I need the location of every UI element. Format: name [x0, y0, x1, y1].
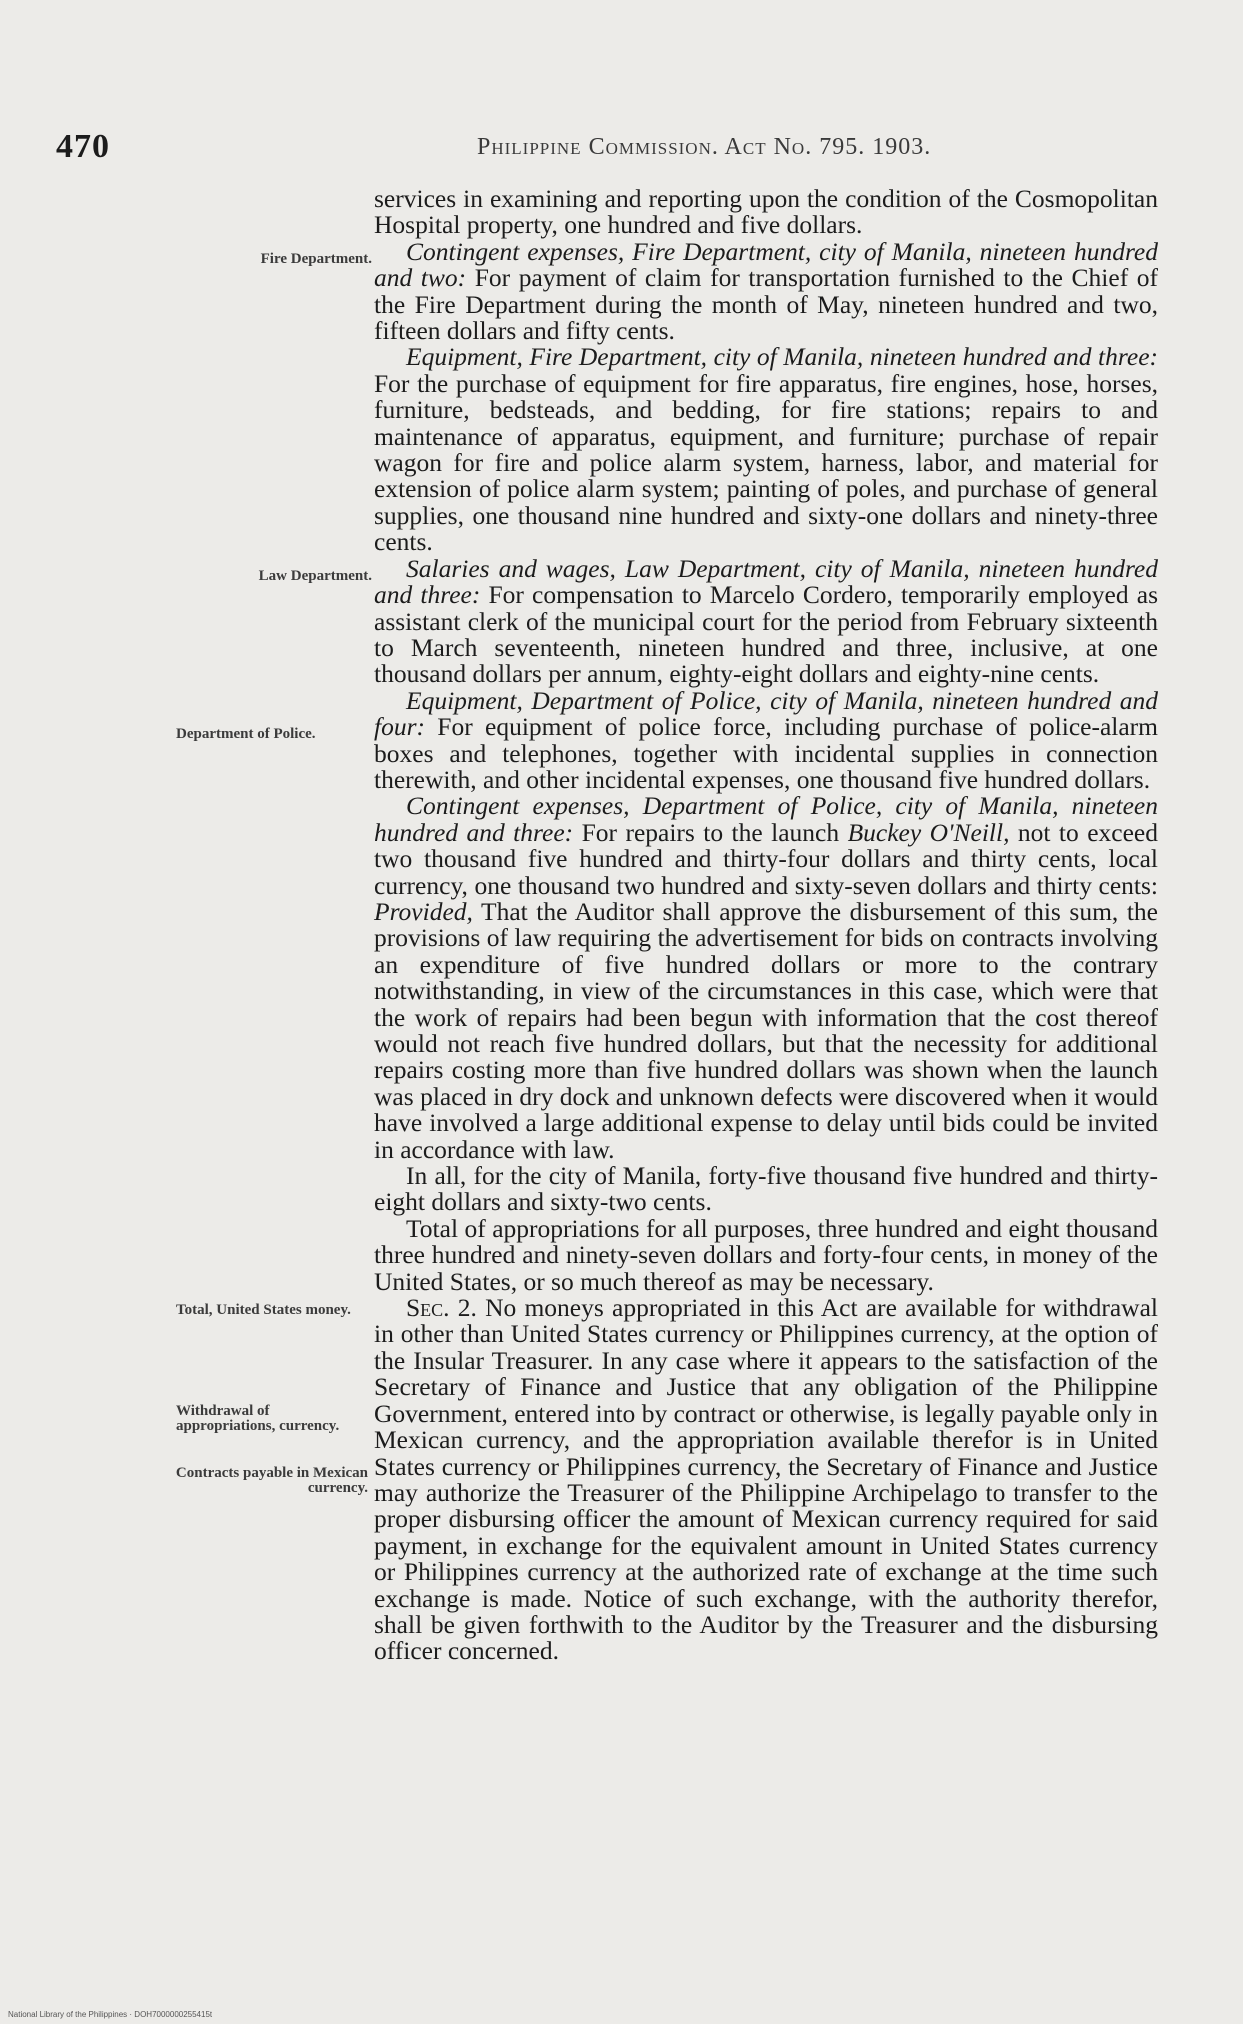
paragraph	[374, 793, 1158, 1163]
margin-note-department-police: Department of Police.	[176, 726, 316, 742]
paragraph-text: services in examining and reporting upon the condition of the Cosmopolitan Hospital property, one hundred and five dollars.	[374, 184, 1158, 240]
proviso-word: Provided,	[374, 896, 473, 926]
ship-name: Buckey O'Neill,	[847, 817, 1010, 847]
paragraph-text: For compensation to Marcelo Cordero, temporarily employed as assistant clerk of the municipal court for the period from February sixteenth to March seventeenth, nineteen hundred and three, inclusive, at one thousand dollars per annum, eighty-eight dollars and eighty-nine cents.	[374, 580, 1158, 689]
paragraph	[374, 186, 1158, 239]
margin-note-total-us-money: Total, United States money.	[176, 1302, 351, 1318]
paragraph	[374, 344, 1158, 555]
paragraph-text: not to exceed two thousand five hundred and thirty-four dollars and thirty cents, local currency, one thousand two hundred and sixty-seven dollars and thirty cents:	[374, 817, 1158, 900]
paragraph-text: That the Auditor shall approve the disbursement of this sum, the provisions of law requiring the advertisement for bids on contracts involving an expenditure of five hundred dollars or more to the contrary notwithstanding, in view of the circumstances in this case, which were that the work of repairs had been begun with information that the cost thereof would not reach five hundred dollars, but that the necessity for additional repairs costing more than five hundred dollars was shown when the launch was placed in dry dock and unknown defects were discovered when it would have involved a large additional expense to delay until bids could be invited in accordance with law.	[374, 896, 1158, 1164]
paragraph-heading: Equipment, Department of Police, city of Manila, nineteen hundred and four:	[374, 685, 1158, 742]
paragraph-heading: Contingent expenses, Department of Police, city of Manila, nineteen hundred and three:	[374, 791, 1158, 847]
paragraph-text: No moneys appropriated in this Act are available for withdrawal in other than United States currency or Philippines currency, at the option of the Insular Treasurer. In any case where it appears to the satisfaction of the Secretary of Finance and Justice that any obligation of the Philippine Government, entered into by contract or otherwise, is legally payable only in Mexican currency, and the appropriation available therefor is in United States currency or Philippines currency, the Secretary of Finance and Justice may authorize the Treasurer of the Philippine Archipelago to transfer to the proper disbursing officer the amount of Mexican currency required for said payment, in exchange for the equivalent amount in United States currency or Philippines currency at the authorized rate of exchange at the time such exchange is made. Notice of such exchange, with the authority therefor, shall be given forthwith to the Auditor by the Treasurer and the disbursing officer concerned.	[374, 1293, 1158, 1666]
body-text	[374, 186, 1158, 1665]
paragraph-text: For equipment of police force, including purchase of police-alarm boxes and telephones, together with incidental supplies in connection therewith, and other incidental expenses, one thousand five hundred dollars.	[374, 712, 1158, 794]
margin-note-contracts-mexican: Contracts payable in Mexican currency.	[175, 1465, 368, 1496]
paragraph-text: In all, for the city of Manila, forty-five thousand five hundred and thirty-eight dollars and sixty-two cents.	[374, 1161, 1158, 1217]
digitizer-footer: National Library of the Philippines · DOH7000000255415t	[8, 2010, 213, 2019]
paragraph	[374, 553, 1158, 689]
section-number: Sec. 2.	[406, 1293, 477, 1323]
page-number: 470	[56, 128, 110, 165]
margin-note-fire-department: Fire Department.	[260, 251, 372, 267]
paragraph-text: For the purchase of equipment for fire apparatus, fire engines, hose, horses, furniture, bedsteads, and bedding, for fire stations; repairs to and maintenance of apparatus, equipment, and furniture; purchase of repair wagon for fire and police alarm system, harness, labor, and material for extension of police alarm system; painting of poles, and purchase of general supplies, one thousand nine hundred and sixty-one dollars and ninety-three cents.	[374, 368, 1158, 557]
paragraph	[374, 1295, 1158, 1665]
paragraph	[374, 685, 1158, 794]
paragraph-text: Total of appropriations for all purposes, three hundred and eight thousand three hundred and ninety-seven dollars and forty-four cents, in money of the United States, or so much thereof as may be necessary.	[374, 1213, 1158, 1296]
margin-note-law-department: Law Department.	[258, 568, 372, 584]
paragraph-heading: Contingent expenses, Fire Department, city of Manila, nineteen hundred and two:	[374, 236, 1158, 293]
paragraph	[374, 1213, 1158, 1296]
paragraph-heading: Salaries and wages, Law Department, city of Manila, nineteen hundred and three:	[374, 553, 1158, 610]
running-head: Philippine Commission. Act No. 795. 1903.	[477, 134, 932, 160]
paragraph-text: For repairs to the launch	[573, 817, 848, 847]
paragraph	[374, 236, 1158, 346]
paragraph	[374, 1163, 1158, 1216]
paragraph-heading: Equipment, Fire Department, city of Manila, nineteen hundred and three:	[406, 342, 1158, 372]
paragraph-text: For payment of claim for transportation furnished to the Chief of the Fire Department during the month of May, nineteen hundred and two, fifteen dollars and fifty cents.	[374, 263, 1158, 346]
margin-note-withdrawal: Withdrawal of appropriations, currency.	[176, 1403, 340, 1434]
